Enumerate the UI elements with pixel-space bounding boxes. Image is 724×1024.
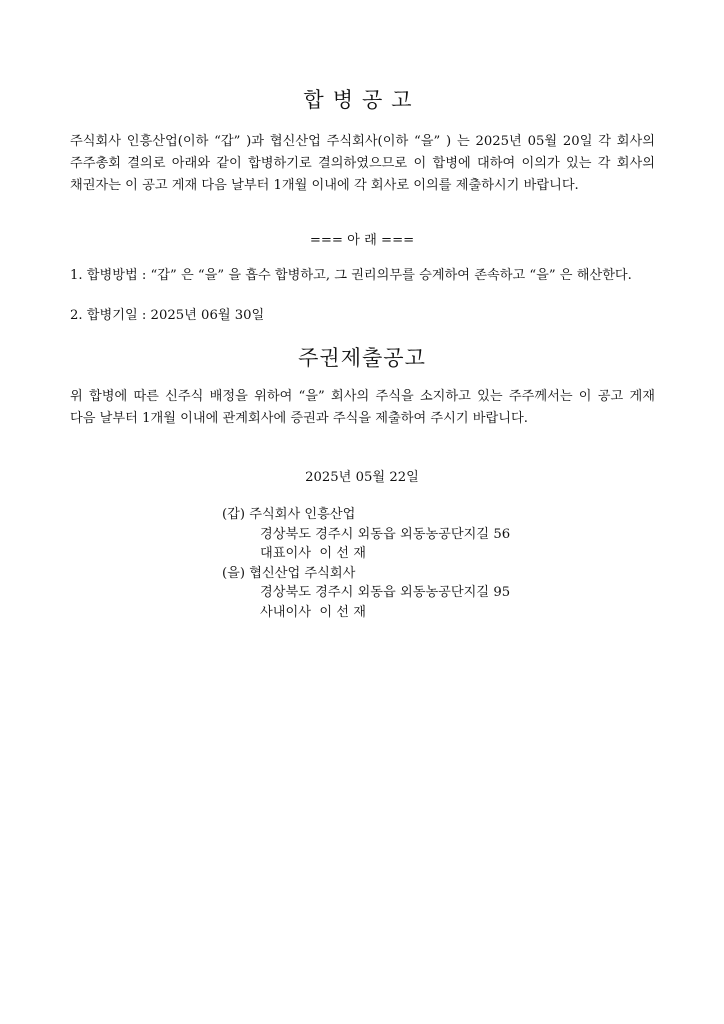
signatory-b-address: 경상북도 경주시 외동읍 외동농공단지길 95	[260, 585, 511, 600]
merger-method-item: 1. 합병방법 : “갑” 은 “을” 을 흡수 합병하고, 그 권리의무를 승계하여 존속하고 “을” 은 해산한다.	[70, 268, 632, 283]
notice-date: 2025년 05월 22일	[305, 470, 419, 485]
merger-notice-title: 합병공고	[303, 88, 421, 112]
separator-heading: === 아 래 ===	[309, 233, 415, 248]
signatory-a-representative: 대표이사 이 선 재	[260, 546, 366, 561]
share-notice-body: 위 합병에 따른 신주식 배정을 위하여 “을” 회사의 주식을 소지하고 있는 주주께서는 이 공고 게재 다음 날부터 1개월 이내에 관계회사에 증권과 주식을 제출하여 주시기 바랍니다.	[70, 389, 655, 426]
merger-date-item: 2. 합병기일 : 2025년 06월 30일	[70, 308, 265, 323]
signatory-a-label: (갑) 주식회사 인흥산업	[222, 507, 356, 522]
merger-notice-intro: 주식회사 인흥산업(이하 “갑” )과 협신산업 주식회사(이하 “을” ) 는 2025년 05월 20일 각 회사의 주주총회 결의로 아래와 같이 합병하기로 결의하였으므로 이 합병에 대하여 이의가 있는 각 회사의 채권자는 이 공고 게재 다음 날부터 1개월 이내에 각 회사로 이의를 제출하시기 바랍니다.	[70, 134, 655, 193]
signatory-block	[222, 505, 510, 622]
signatory-b-representative: 사내이사 이 선 재	[260, 604, 366, 620]
signatory-a-address: 경상북도 경주시 외동읍 외동농공단지길 56	[260, 526, 511, 542]
share-notice-title: 주권제출공고	[298, 346, 426, 370]
signatory-b-label: (을) 협신산업 주식회사	[222, 565, 356, 581]
